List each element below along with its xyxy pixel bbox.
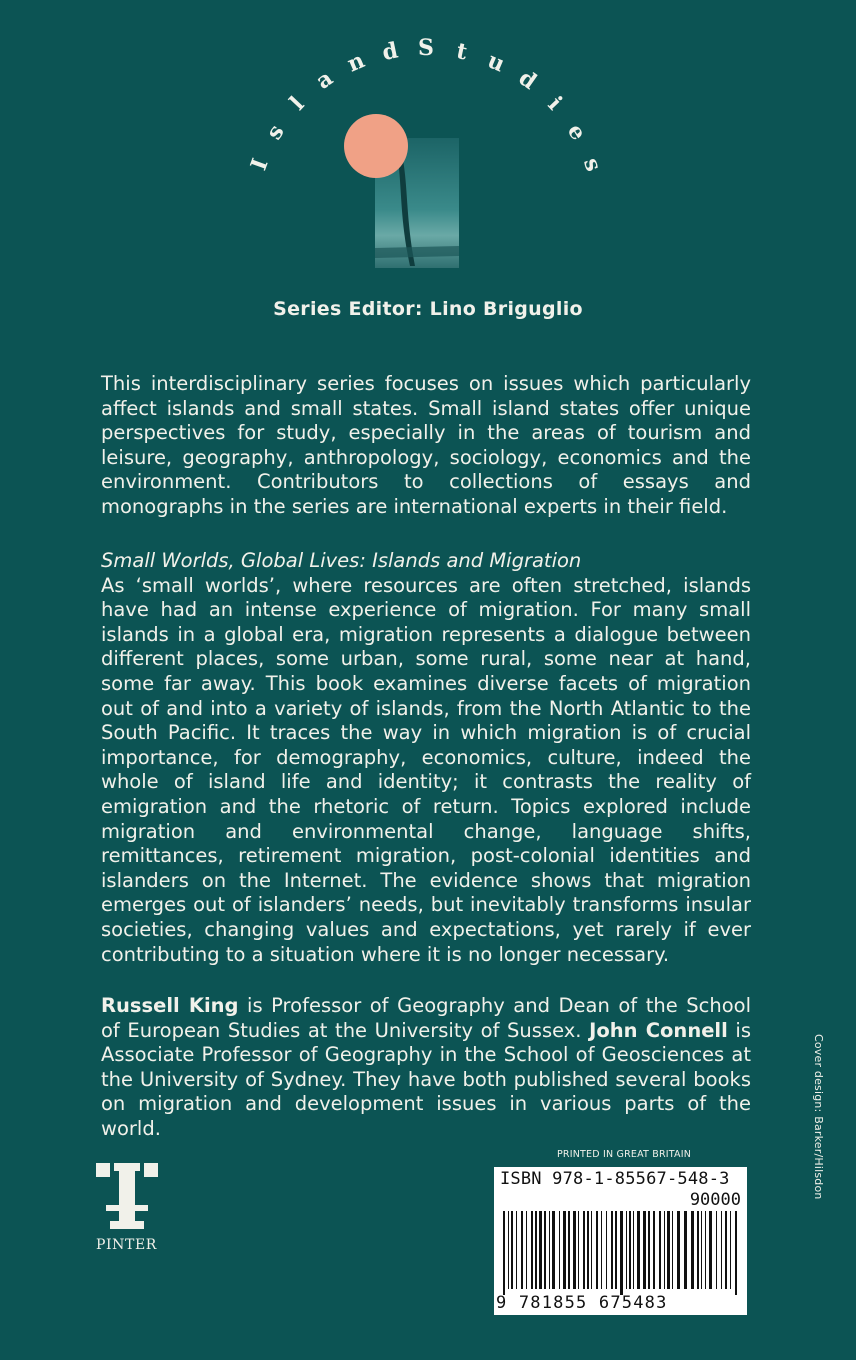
series-logo-graphic: [196, 20, 656, 290]
publisher-name: PINTER: [96, 1237, 157, 1253]
horizon-band: [375, 246, 459, 258]
author2-bio: is Associate Professor of Geography in the School of Geosciences at the University of Sydney. They have both published several books on migration and development issues in various parts of the world.: [101, 1018, 751, 1140]
barcode-bar: [667, 1211, 670, 1289]
book-summary: As ‘small worlds’, where resources are often stretched, islands have had an intense experience of migration. For many small islands in a global era, migration represents a dialogue between different places, some urban, some rural, some near at hand, some far away. This book examines diverse facets of migration out of and into a variety of islands, from the North Atlantic to the South Pacific. It traces the way in which migration is of crucial importance, for demography, economics, culture, indeed the whole of island life and identity; it contrasts the reality of emigration and the rhetoric of return. Topics explored include migration and environmental change, language shifts, remittances, retirement migration, post-colonial identities and islanders on the Internet. The evidence shows that migration emerges out of islanders’ needs, but inevitably transforms insular societies, changing values and expectations, yet rarely if ever contributing to a situation where it is no longer necessary.: [101, 573, 751, 966]
printed-in: PRINTED IN GREAT BRITAIN: [557, 1149, 692, 1160]
author-bios: [101, 994, 751, 1142]
sun-icon: [344, 114, 408, 178]
barcode-bar: [677, 1211, 680, 1289]
barcode-bar: [591, 1211, 592, 1289]
isbn-text: ISBN 978-1-85567-548-3: [500, 1169, 730, 1189]
logo-title-letter: d: [380, 37, 401, 66]
logo-title-letter: u: [483, 47, 509, 78]
price-code: 90000: [689, 1190, 741, 1210]
barcode-bar: [672, 1211, 673, 1289]
barcode-bar: [568, 1211, 570, 1289]
isbn-barcode: [494, 1167, 747, 1315]
barcode-bar: [583, 1211, 585, 1289]
logo-title-letter: t: [454, 37, 470, 66]
barcode-bar: [697, 1211, 699, 1289]
barcode-bar: [531, 1211, 533, 1289]
author2-name: John Connell: [589, 1018, 728, 1042]
barcode-bar: [606, 1211, 607, 1289]
barcode-bar: [596, 1211, 598, 1289]
barcode-bar: [611, 1211, 613, 1289]
logo-title-letter: S: [418, 35, 434, 61]
barcode-bar: [684, 1211, 687, 1289]
barcode-bar: [716, 1211, 717, 1289]
barcode-bar: [526, 1211, 527, 1289]
barcode-bar: [620, 1211, 623, 1295]
barcode-bar: [511, 1211, 513, 1289]
barcode-bar: [637, 1211, 640, 1289]
barcode-bar: [563, 1211, 566, 1289]
series-description: This interdisciplinary series focuses on issues which particularly affect islands and small states. Small island states offer unique perspectives for study, especially in the areas of tourism and leisure, geography, anthropology, sociology, economics and the environment. Contributors to collections of essays and monographs in the series are international experts in their field.: [101, 372, 751, 518]
barcode-bar: [508, 1211, 509, 1289]
book-title: Small Worlds, Global Lives: Islands and Migration: [101, 549, 582, 572]
barcode-bar: [664, 1211, 665, 1289]
ean-digits: 9 781855 675483: [496, 1293, 668, 1313]
barcode-bar: [626, 1211, 627, 1289]
logo-title-letter: s: [261, 120, 290, 145]
barcode-bar: [544, 1211, 546, 1289]
barcode-bar: [573, 1211, 576, 1289]
barcode-bar: [735, 1211, 737, 1295]
barcode-bar: [643, 1211, 646, 1289]
barcode-bar: [648, 1211, 650, 1289]
barcode-bar: [633, 1211, 634, 1289]
barcode-bar: [559, 1211, 560, 1289]
logo-title-letter: l: [284, 91, 310, 116]
barcode-bar: [725, 1211, 727, 1289]
barcode-bar: [601, 1211, 602, 1289]
barcode-bar: [535, 1211, 537, 1289]
barcode-bar: [629, 1211, 631, 1289]
cover-design-credit: Cover design: Barker/Hilsdon: [812, 1034, 825, 1200]
barcode-bar: [503, 1211, 505, 1295]
logo-title-letter: d: [513, 64, 542, 96]
barcode-bar: [521, 1211, 523, 1289]
logo-title-letter: I: [245, 155, 274, 174]
barcode-bar: [549, 1211, 550, 1289]
barcode-bar: [552, 1211, 555, 1289]
barcode-bar: [615, 1211, 617, 1289]
publisher-logo-icon: [96, 1163, 158, 1237]
barcode-bar: [691, 1211, 694, 1289]
logo-title-letter: e: [561, 119, 592, 145]
author1-bio: is Professor of Geography and Dean of the School of European Studies at the University of Sussex.: [101, 994, 751, 1042]
barcode-bar: [730, 1211, 731, 1289]
series-logo: [196, 20, 656, 290]
barcode-bar: [705, 1211, 706, 1289]
author1-name: Russell King: [101, 994, 239, 1017]
book-description: [101, 549, 751, 967]
barcode-bar: [587, 1211, 589, 1289]
barcode-bar: [701, 1211, 702, 1289]
barcode-bar: [709, 1211, 712, 1289]
logo-title-letter: s: [577, 154, 607, 175]
barcode-bar: [721, 1211, 722, 1289]
logo-title-letter: i: [542, 91, 568, 116]
barcode-bar: [539, 1211, 542, 1289]
logo-title-letter: a: [311, 65, 338, 95]
barcode-bar: [653, 1211, 655, 1289]
barcode-bar: [659, 1211, 661, 1289]
barcode-bar: [516, 1211, 517, 1289]
barcode-bar: [578, 1211, 579, 1289]
logo-title-letter: n: [343, 47, 369, 78]
series-editor: Series Editor: Lino Briguglio: [273, 298, 583, 320]
